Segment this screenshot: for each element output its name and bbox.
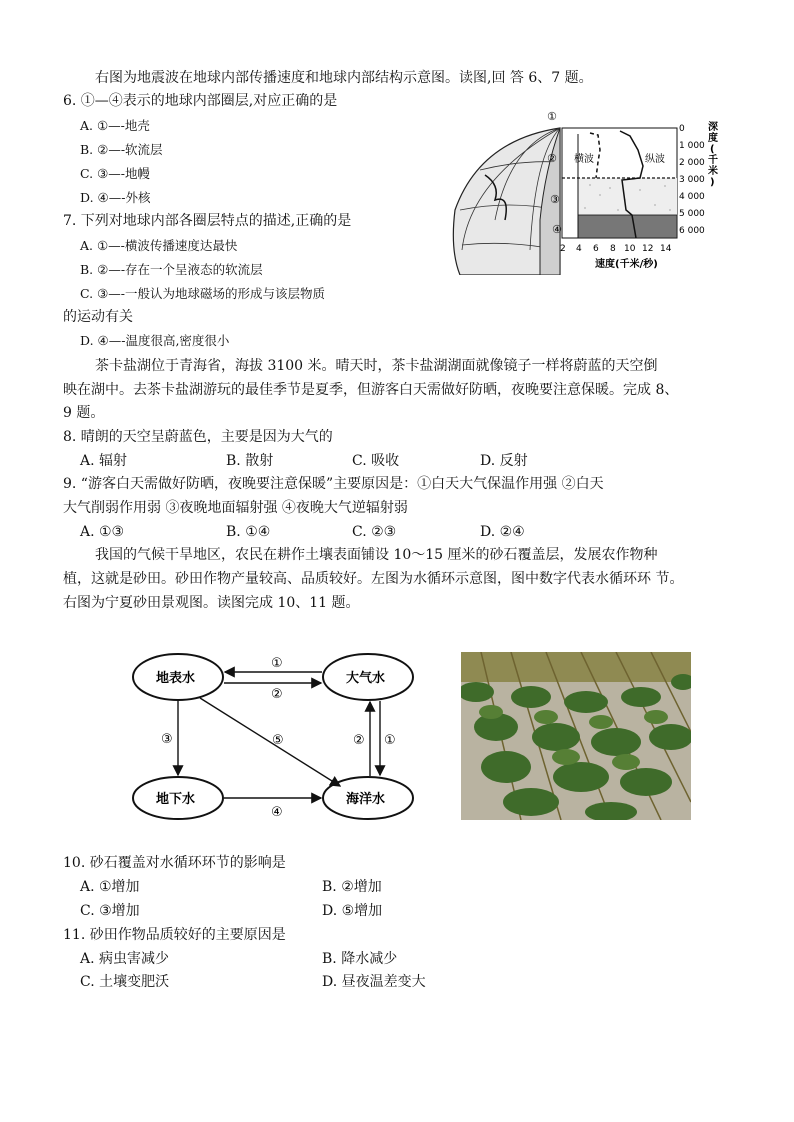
depth-tick-5000: 5 000	[679, 209, 705, 219]
para2-line1: 茶卡盐湖位于青海省，海拔 3100 米。晴天时，茶卡盐湖湖面就像镜子一样将蔚蓝的天空倒	[95, 358, 658, 374]
depth-title-2: 度	[708, 133, 718, 144]
speed-tick-12: 12	[642, 244, 654, 254]
q7-stem: 7. 下列对地球内部各圈层特点的描述,正确的是	[63, 213, 352, 229]
para2-line3: 9 题。	[63, 405, 105, 421]
depth-tick-3000: 3 000	[679, 175, 705, 185]
sand-field-photo	[461, 652, 691, 820]
node-ocean-label: 海洋水	[346, 792, 386, 807]
speed-tick-14: 14	[660, 244, 672, 254]
layer-label-4: ④	[552, 223, 562, 236]
depth-title-5: 米	[708, 166, 718, 177]
q10-stem: 10. 砂石覆盖对水循环环节的影响是	[63, 855, 286, 871]
depth-tick-2000: 2 000	[679, 158, 705, 168]
q8-stem: 8. 晴朗的天空呈蔚蓝色，主要是因为大气的	[63, 429, 333, 445]
depth-title-1: 深	[708, 122, 718, 133]
q9-option-a: A. ①③	[80, 524, 125, 540]
para2-line2: 映在湖中。去茶卡盐湖游玩的最佳季节是夏季，但游客白天需做好防晒，夜晚要注意保暖。完成 8、	[63, 382, 679, 398]
water-cycle-diagram	[128, 650, 428, 820]
label-arrow-3-left: ③	[161, 732, 173, 747]
q11-option-c: C. 土壤变肥沃	[80, 974, 170, 990]
depth-title-6: )	[710, 177, 715, 188]
label-arrow-2-top: ②	[271, 687, 283, 702]
q8-option-c: C. 吸收	[352, 453, 400, 469]
q9-stem-line2: 大气削弱作用弱 ③夜晚地面辐射强 ④夜晚大气逆辐射弱	[63, 500, 408, 516]
q6-stem: 6. ①—④表示的地球内部圈层,对应正确的是	[63, 93, 338, 109]
q10-option-d: D. ⑤增加	[322, 903, 383, 919]
q7-option-d: D. ④—-温度很高,密度很小	[80, 333, 230, 348]
q11-option-b: B. 降水减少	[322, 951, 398, 967]
label-arrow-4-bottom: ④	[271, 805, 283, 820]
para3-line3: 右图为宁夏砂田景观图。读图完成 10、11 题。	[63, 595, 360, 611]
node-surface-label: 地表水	[156, 671, 196, 686]
q9-option-d: D. ②④	[480, 524, 525, 540]
q6-option-b: B. ②—-软流层	[80, 142, 163, 157]
q11-option-a: A. 病虫害减少	[80, 951, 170, 967]
q10-option-c: C. ③增加	[80, 903, 140, 919]
q10-option-b: B. ②增加	[322, 879, 382, 895]
node-atmosphere-label: 大气水	[346, 671, 386, 686]
q6-option-d: D. ④—-外核	[80, 190, 151, 205]
node-ground-label: 地下水	[156, 792, 196, 807]
depth-title-4: 千	[708, 155, 718, 166]
speed-tick-8: 8	[610, 244, 616, 254]
q6-option-a: A. ①—-地壳	[80, 118, 150, 133]
p-wave-label: 纵波	[645, 154, 665, 165]
q8-option-d: D. 反射	[480, 453, 528, 469]
speed-tick-6: 6	[593, 244, 599, 254]
layer-label-3: ③	[550, 193, 560, 206]
label-arrow-1-right: ①	[384, 733, 396, 748]
layer-label-2: ②	[547, 152, 557, 165]
q9-stem-line1: 9. “游客白天需做好防晒，夜晚要注意保暖”主要原因是：①白天大气保温作用强 ②白天	[63, 476, 604, 492]
q9-option-b: B. ①④	[226, 524, 271, 540]
speed-tick-4: 4	[576, 244, 582, 254]
layer-label-1: ①	[547, 110, 557, 123]
q8-option-a: A. 辐射	[80, 453, 128, 469]
q10-option-a: A. ①增加	[80, 879, 140, 895]
depth-title-3: (	[710, 144, 715, 155]
depth-tick-6000: 6 000	[679, 226, 705, 236]
depth-tick-4000: 4 000	[679, 192, 705, 202]
q6-option-c: C. ③—-地幔	[80, 166, 150, 181]
speed-tick-10: 10	[624, 244, 636, 254]
intro-text: 右图为地震波在地球内部传播速度和地球内部结构示意图。读图,回 答 6、7 题。	[95, 70, 593, 86]
q8-option-b: B. 散射	[226, 453, 274, 469]
q7-option-a: A. ①—-横波传播速度达最快	[80, 238, 238, 253]
para3-line1: 我国的气候干旱地区，农民在耕作土壤表面铺设 10～15 厘米的砂石覆盖层，发展农作物种	[95, 547, 658, 563]
para3-line2: 植，这就是砂田。砂田作物产量较高、品质较好。左图为水循环示意图，图中数字代表水循环环 节。	[63, 571, 684, 587]
q7-option-c: C. ③—-一般认为地球磁场的形成与该层物质	[80, 286, 325, 301]
q7-option-c-cont: 的运动有关	[63, 309, 133, 325]
label-arrow-5-diag: ⑤	[272, 733, 284, 748]
q11-option-d: D. 昼夜温差变大	[322, 974, 426, 990]
arrow-5-diag	[200, 698, 340, 786]
label-arrow-2-right: ②	[353, 733, 365, 748]
label-arrow-1-top: ①	[271, 656, 283, 671]
depth-tick-1000: 1 000	[679, 141, 705, 151]
seismic-figure	[440, 100, 740, 275]
q7-option-b: B. ②—-存在一个呈液态的软流层	[80, 262, 263, 277]
speed-axis-title: 速度(千米/秒)	[595, 259, 658, 270]
q9-option-c: C. ②③	[352, 524, 397, 540]
s-wave-label: 横波	[574, 154, 594, 165]
speed-tick-2: 2	[560, 244, 566, 254]
q11-stem: 11. 砂田作物品质较好的主要原因是	[63, 927, 286, 943]
depth-tick-0: 0	[679, 124, 685, 134]
